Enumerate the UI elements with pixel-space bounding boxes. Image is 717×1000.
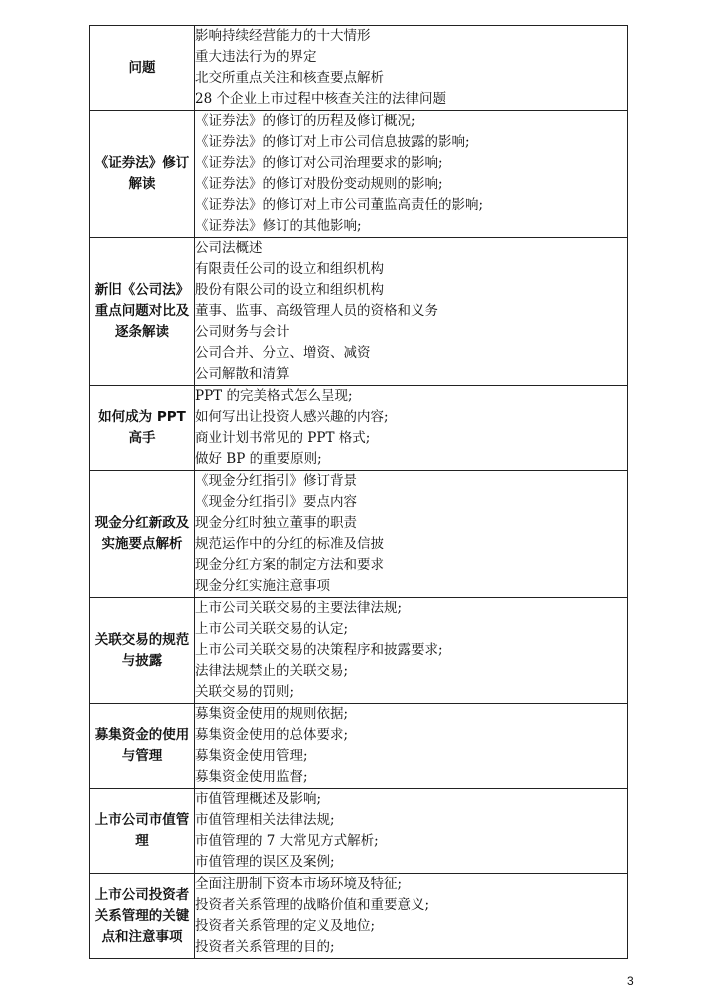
- items-cell: [195, 704, 628, 789]
- content-item: 公司解散和清算: [195, 366, 290, 382]
- content-item: 影响持续经营能力的十大情形: [195, 28, 371, 44]
- topic-label: 问题: [128, 59, 156, 76]
- content-item: 《现金分红指引》修订背景: [195, 473, 357, 489]
- items-cell: [195, 789, 628, 874]
- content-item: 上市公司关联交易的认定;: [195, 621, 349, 637]
- items-cell: [195, 111, 628, 238]
- table-row: [90, 471, 628, 598]
- content-item: 《证券法》的修订的历程及修订概况;: [195, 113, 416, 129]
- content-item: 规范运作中的分红的标准及信披: [195, 536, 384, 552]
- table-body: [90, 26, 628, 959]
- items-cell: [195, 386, 628, 471]
- table-row: [90, 238, 628, 386]
- content-item: PPT 的完美格式怎么呈现;: [195, 388, 353, 404]
- topic-label: 《证券法》修订解读: [94, 155, 190, 192]
- content-item: 市值管理的 7 大常见方式解析;: [195, 833, 379, 849]
- table-row: [90, 704, 628, 789]
- topic-cell: [90, 874, 195, 959]
- content-item: 公司财务与会计: [195, 324, 290, 340]
- topic-label: 募集资金的使用与管理: [94, 727, 190, 764]
- content-item: 《证券法》修订的其他影响;: [195, 218, 362, 234]
- topic-label: 如何成为 PPT 高手: [98, 409, 186, 446]
- content-item: 募集资金使用的规则依据;: [195, 706, 349, 722]
- content-item: 现金分红实施注意事项: [195, 578, 330, 594]
- items-cell: [195, 471, 628, 598]
- topic-cell: [90, 471, 195, 598]
- content-item: 全面注册制下资本市场环境及特征;: [195, 876, 403, 892]
- content-item: 市值管理概述及影响;: [195, 791, 322, 807]
- topic-cell: [90, 789, 195, 874]
- topic-cell: [90, 598, 195, 704]
- content-item: 募集资金使用管理;: [195, 748, 308, 764]
- content-item: 股份有限公司的设立和组织机构: [195, 282, 384, 298]
- content-item: 关联交易的罚则;: [195, 684, 295, 700]
- content-item: 董事、监事、高级管理人员的资格和义务: [195, 303, 438, 319]
- topic-cell: [90, 111, 195, 238]
- content-item: 市值管理的误区及案例;: [195, 854, 335, 870]
- topic-cell: [90, 386, 195, 471]
- content-item: 做好 BP 的重要原则;: [195, 451, 322, 467]
- content-item: 商业计划书常见的 PPT 格式;: [195, 430, 371, 446]
- content-item: 28 个企业上市过程中核查关注的法律问题: [195, 91, 446, 107]
- content-item: 上市公司关联交易的决策程序和披露要求;: [195, 642, 443, 658]
- table-row: [90, 386, 628, 471]
- topic-label: 关联交易的规范与披露: [94, 631, 190, 669]
- content-item: 公司法概述: [195, 240, 263, 256]
- curriculum-table: [89, 25, 628, 959]
- table-row: [90, 789, 628, 874]
- topic-cell: [90, 238, 195, 386]
- items-cell: [195, 598, 628, 704]
- content-item: 法律法规禁止的关联交易;: [195, 663, 349, 679]
- content-item: 重大违法行为的界定: [195, 49, 317, 65]
- items-cell: [195, 26, 628, 111]
- content-item: 投资者关系管理的定义及地位;: [195, 918, 376, 934]
- topic-cell: [90, 704, 195, 789]
- content-item: 公司合并、分立、增资、减资: [195, 345, 371, 361]
- topic-label: 上市公司市值管理: [94, 812, 190, 849]
- table-row: [90, 26, 628, 111]
- content-item: 北交所重点关注和核查要点解析: [195, 70, 384, 86]
- topic-label: 上市公司投资者关系管理的关键点和注意事项: [94, 886, 190, 945]
- content-item: 市值管理相关法律法规;: [195, 812, 335, 828]
- table-row: [90, 111, 628, 238]
- content-item: 《证券法》的修订对上市公司董监高责任的影响;: [195, 197, 484, 213]
- content-item: 《证券法》的修订对股份变动规则的影响;: [195, 176, 443, 192]
- content-item: 如何写出让投资人感兴趣的内容;: [195, 409, 389, 425]
- table-row: [90, 598, 628, 704]
- items-cell: [195, 874, 628, 959]
- topic-label: 现金分红新政及实施要点解析: [94, 515, 190, 552]
- content-item: 《现金分红指引》要点内容: [195, 494, 357, 510]
- topic-label: 新旧《公司法》重点问题对比及逐条解读: [94, 282, 190, 340]
- content-item: 投资者关系管理的目的;: [195, 939, 335, 955]
- table-row: [90, 874, 628, 959]
- content-item: 有限责任公司的设立和组织机构: [195, 261, 384, 277]
- items-cell: [195, 238, 628, 386]
- content-item: 投资者关系管理的战略价值和重要意义;: [195, 897, 430, 913]
- content-item: 募集资金使用的总体要求;: [195, 727, 349, 743]
- content-item: 上市公司关联交易的主要法律法规;: [195, 600, 403, 616]
- topic-cell: [90, 26, 195, 111]
- content-item: 募集资金使用监督;: [195, 769, 308, 785]
- content-item: 现金分红时独立董事的职责: [195, 515, 357, 531]
- content-item: 《证券法》的修订对上市公司信息披露的影响;: [195, 134, 470, 150]
- page-number: 3: [627, 974, 634, 988]
- content-item: 《证券法》的修订对公司治理要求的影响;: [195, 155, 443, 171]
- content-item: 现金分红方案的制定方法和要求: [195, 557, 384, 573]
